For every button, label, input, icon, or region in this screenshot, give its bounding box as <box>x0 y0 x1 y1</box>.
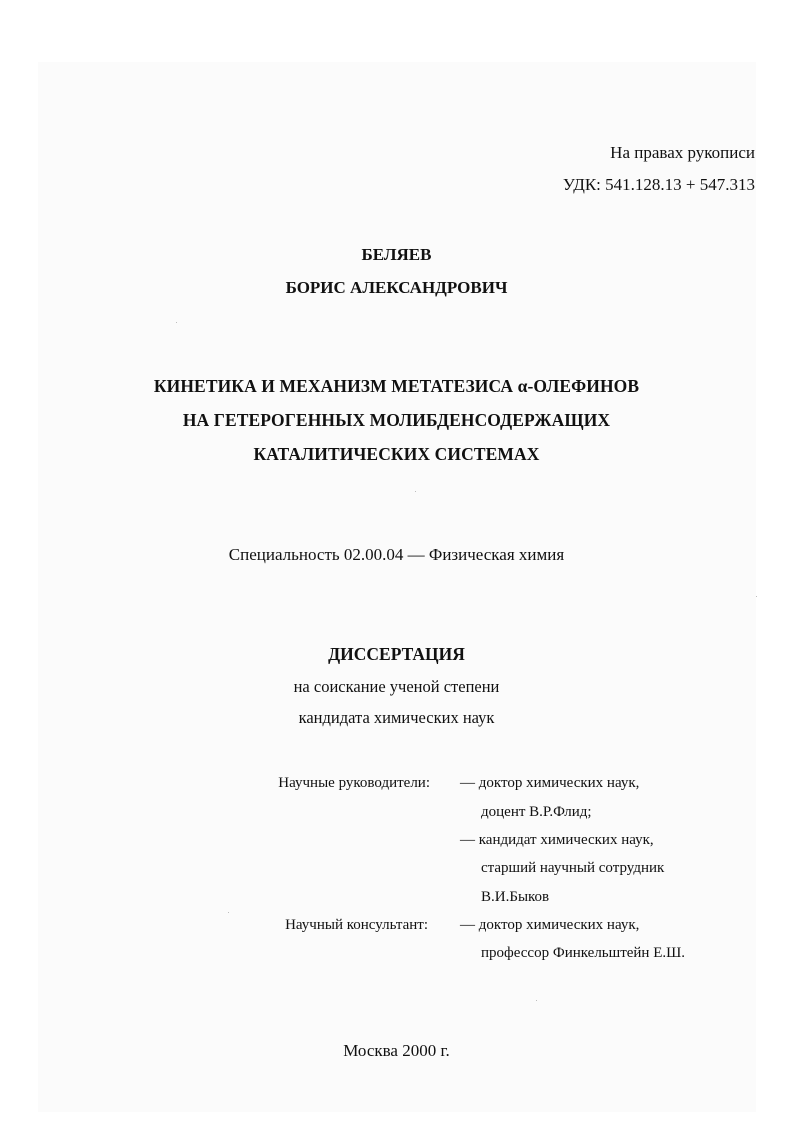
supervisor-1-line-2: доцент В.Р.Флид; <box>481 804 592 820</box>
author-given-names: БОРИС АЛЕКСАНДРОВИЧ <box>285 278 508 297</box>
consultant-line-1: — доктор химических наук, <box>460 917 640 933</box>
specialty: Специальность 02.00.04 — Физическая химия <box>228 545 565 564</box>
city-year: Москва 2000 г. <box>343 1041 450 1060</box>
thesis-title-line-3: КАТАЛИТИЧЕСКИХ СИСТЕМАХ <box>253 444 540 464</box>
consultant-label: Научный консультант: <box>285 917 428 933</box>
scan-speck <box>756 596 757 597</box>
udc-code: УДК: 541.128.13 + 547.313 <box>562 175 755 194</box>
supervisors-label: Научные руководители: <box>278 775 430 791</box>
scan-speck <box>228 912 229 913</box>
scan-speck <box>536 1000 537 1001</box>
scan-speck <box>176 322 177 323</box>
degree-line-2: кандидата химических наук <box>298 708 495 727</box>
author-surname: БЕЛЯЕВ <box>361 245 432 264</box>
dissertation-heading: ДИССЕРТАЦИЯ <box>328 644 465 664</box>
consultant-line-2: профессор Финкельштейн Е.Ш. <box>481 945 686 961</box>
thesis-title-line-1: КИНЕТИКА И МЕХАНИЗМ МЕТАТЕЗИСА α-ОЛЕФИНОВ <box>153 376 640 396</box>
thesis-title-line-2: НА ГЕТЕРОГЕННЫХ МОЛИБДЕНСОДЕРЖАЩИХ <box>182 410 611 430</box>
supervisor-2-line-2: старший научный сотрудник <box>481 860 665 876</box>
supervisor-2-line-1: — кандидат химических наук, <box>460 832 654 848</box>
scan-speck <box>415 491 416 492</box>
supervisor-2-line-3: В.И.Быков <box>481 889 550 905</box>
supervisor-1-line-1: — доктор химических наук, <box>460 775 640 791</box>
manuscript-rights-note: На правах рукописи <box>610 143 755 162</box>
degree-line-1: на соискание ученой степени <box>293 677 500 696</box>
